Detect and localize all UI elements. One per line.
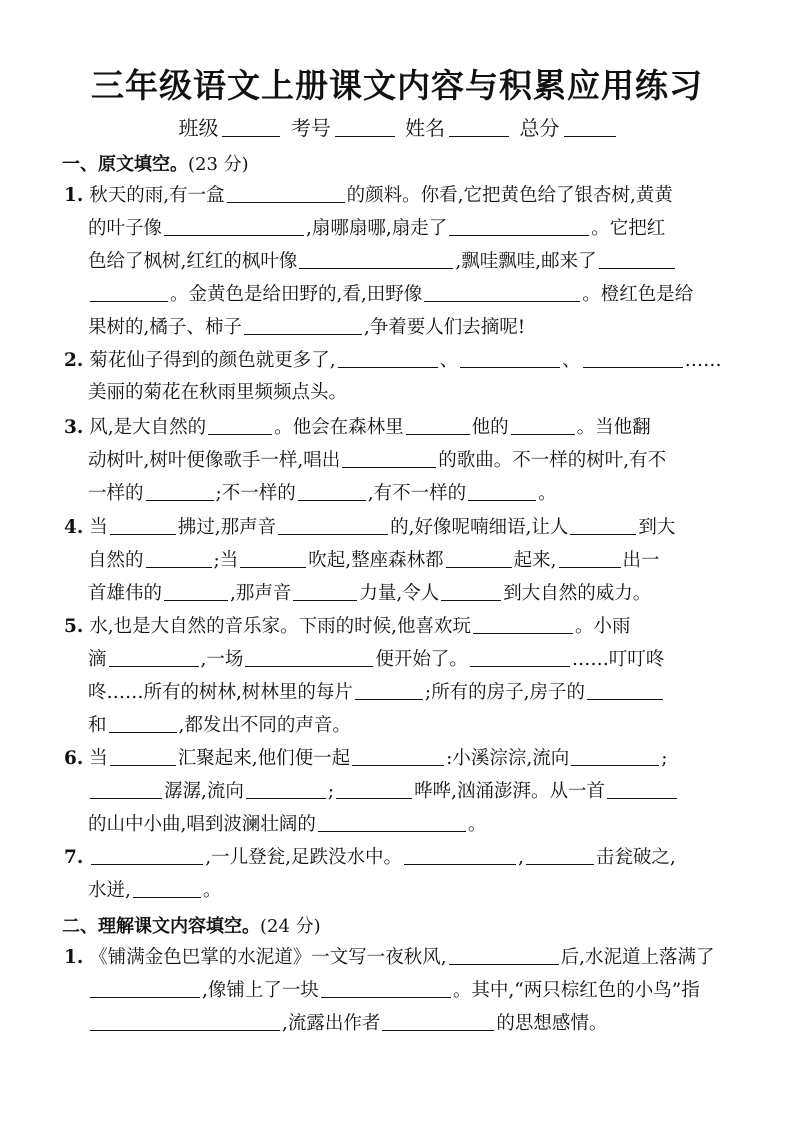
question-number: 7. [64, 847, 84, 868]
separator: 、 [562, 350, 581, 371]
question-text: 拂过,那声音 [177, 517, 277, 538]
question-text: 汇聚起来,他们便一起 [177, 748, 351, 769]
question-7-line-2 [88, 881, 221, 901]
question-text: 。他会在森林里 [274, 417, 404, 438]
question-number: 2. [64, 350, 84, 371]
answer-blank[interactable] [245, 650, 373, 667]
question-text: 自然的 [88, 550, 144, 571]
answer-blank[interactable] [246, 782, 326, 799]
question-3-line-2 [88, 451, 666, 471]
question-1-line-1 [64, 186, 673, 206]
answer-blank[interactable] [109, 716, 177, 733]
question-1-line-2 [88, 219, 665, 239]
answer-blank[interactable] [338, 351, 438, 368]
question-text: 果树的,橘子、柿子 [88, 317, 242, 338]
class-blank[interactable] [222, 120, 280, 137]
question-text: 。其中,“两只棕红色的小鸟”指 [452, 980, 700, 1001]
question-text: 力量,令人 [359, 583, 440, 604]
question-text: 。金黄色是给田野的,看,田野像 [170, 284, 423, 305]
section-2-score: (24 分) [260, 916, 321, 937]
answer-blank[interactable] [446, 551, 512, 568]
answer-blank[interactable] [240, 551, 306, 568]
question-6-line-1 [64, 749, 667, 769]
answer-blank[interactable] [133, 881, 201, 898]
answer-blank[interactable] [90, 1014, 280, 1031]
question-4-line-1 [64, 518, 675, 538]
answer-blank[interactable] [570, 518, 636, 535]
answer-blank[interactable] [318, 815, 466, 832]
question-text: 美丽的菊花在秋雨里频频点头。 [88, 382, 348, 403]
section-1-heading [62, 150, 249, 176]
question-text: 的,好像呢喃细语,让人 [390, 517, 569, 538]
question-6-line-2 [88, 782, 679, 802]
answer-blank[interactable] [164, 584, 228, 601]
question-text: 色给了枫树,红红的枫叶像 [88, 251, 298, 272]
question-text: ,都发出不同的声音。 [178, 715, 351, 736]
section-1-title: 一、原文填空。 [62, 154, 188, 175]
answer-blank[interactable] [607, 782, 677, 799]
answer-blank[interactable] [599, 252, 675, 269]
question-7-line-1 [64, 848, 676, 868]
question-text: 滴 [88, 649, 107, 670]
question-text: ,一场 [200, 649, 244, 670]
answer-blank[interactable] [90, 981, 200, 998]
question-5-line-4 [88, 716, 351, 736]
question-text: 当 [89, 748, 108, 769]
question-text: 《铺满金色巴掌的水泥道》一文写一夜秋风, [89, 947, 447, 968]
question-text: ;当 [213, 550, 239, 571]
answer-blank[interactable] [299, 252, 453, 269]
question-text: ,争着要人们去摘呢! [363, 317, 526, 338]
question-text: ; [661, 748, 668, 769]
question-text: 的叶子像 [88, 218, 163, 239]
question-5-line-2 [88, 650, 664, 670]
question-text: 。 [467, 814, 487, 835]
question-text: ,一儿登瓮,足跌没水中。 [205, 847, 402, 868]
answer-blank[interactable] [468, 484, 536, 501]
answer-blank[interactable] [449, 948, 559, 965]
question-6-line-3 [88, 815, 486, 835]
answer-blank[interactable] [298, 484, 366, 501]
question-number: 1. [64, 185, 84, 206]
answer-blank[interactable] [278, 518, 388, 535]
answer-blank[interactable] [336, 782, 412, 799]
answer-blank[interactable] [110, 749, 176, 766]
question-text: 的思想感情。 [496, 1013, 608, 1034]
total-score-blank[interactable] [564, 120, 616, 137]
total-score-label: 总分 [519, 116, 560, 140]
answer-blank[interactable] [441, 584, 501, 601]
question-text: ,有不一样的 [367, 483, 467, 504]
question-text: 菊花仙子得到的颜色就更多了, [89, 350, 336, 371]
question-text: 首雄伟的 [88, 583, 163, 604]
question-text: 咚……所有的树林,树林里的每片 [88, 682, 353, 703]
question-text: ,像铺上了一块 [202, 980, 319, 1001]
question-text: ,飘哇飘哇,邮来了 [455, 251, 597, 272]
question-text: ……叮叮咚 [571, 649, 665, 670]
question-text: 水迸, [88, 880, 131, 901]
answer-blank[interactable] [208, 418, 272, 435]
question-text: 一样的 [88, 483, 144, 504]
answer-blank[interactable] [164, 219, 304, 236]
class-label: 班级 [178, 116, 219, 140]
question-text: 便开始了。 [375, 649, 468, 670]
section-2-title: 二、理解课文内容填空。 [62, 916, 260, 937]
answer-blank[interactable] [473, 617, 573, 634]
question-text: 哗哗,汹涌澎湃。从一首 [414, 781, 606, 802]
question-5-line-3 [88, 683, 665, 703]
question-5-line-1 [64, 617, 631, 637]
question-1-line-3 [88, 252, 677, 272]
separator: 、 [439, 350, 459, 371]
question-text: …… [684, 350, 722, 371]
question-text: 秋天的雨,有一盒 [89, 185, 225, 206]
answer-blank[interactable] [146, 551, 212, 568]
section-2-heading [62, 912, 321, 938]
answer-blank[interactable] [559, 551, 621, 568]
answer-blank[interactable] [460, 351, 560, 368]
question-4-line-2 [88, 551, 660, 571]
answer-blank[interactable] [470, 650, 570, 667]
answer-blank[interactable] [355, 683, 423, 700]
answer-blank[interactable] [227, 186, 345, 203]
question-4-line-3 [88, 584, 651, 604]
question-text: 起来, [513, 550, 557, 571]
question-text: 当 [89, 517, 108, 538]
answer-blank[interactable] [526, 848, 594, 865]
question-text: 。小雨 [574, 616, 631, 637]
question-text: ; [327, 781, 335, 802]
question-text: 到大 [638, 517, 676, 538]
answer-blank[interactable] [571, 749, 659, 766]
question-number: 3. [64, 417, 84, 438]
question-text: 水,也是大自然的音乐家。下雨的时候,他喜欢玩 [89, 616, 471, 637]
answer-blank[interactable] [511, 418, 575, 435]
question-text: 的颜料。你看,它把黄色给了银杏树,黄黄 [346, 185, 673, 206]
name-label: 姓名 [405, 116, 446, 140]
question-text: 风,是大自然的 [89, 417, 207, 438]
answer-blank[interactable] [587, 683, 663, 700]
s2-question-1-line-1 [64, 948, 715, 968]
page-title: 三年级语文上册课文内容与积累应用练习 [91, 66, 703, 105]
answer-blank[interactable] [382, 1014, 494, 1031]
s2-question-1-line-2 [88, 981, 700, 1001]
question-text: ,流露出作者 [282, 1013, 381, 1034]
answer-blank[interactable] [146, 484, 214, 501]
question-text: 。当他翻 [576, 417, 651, 438]
answer-blank[interactable] [244, 318, 362, 335]
question-text: 动树叶,树叶便像歌手一样,唱出 [88, 450, 341, 471]
question-text: 。橙红色是给 [582, 284, 694, 305]
question-number: 6. [64, 748, 84, 769]
question-text: 吹起,整座森林都 [308, 550, 444, 571]
answer-blank[interactable] [424, 285, 580, 302]
name-blank[interactable] [449, 120, 509, 137]
question-text: , [517, 847, 524, 868]
question-text: 。 [202, 880, 222, 901]
question-text: 和 [88, 715, 107, 736]
answer-blank[interactable] [321, 981, 451, 998]
question-number: 5. [64, 616, 84, 637]
answer-blank[interactable] [90, 285, 168, 302]
question-2-line-1 [64, 351, 722, 371]
question-1-line-5 [88, 318, 525, 338]
question-text: 潺潺,流向 [164, 781, 244, 802]
student-info-line [0, 112, 794, 141]
question-text: ,那声音 [230, 583, 292, 604]
answer-blank[interactable] [449, 219, 589, 236]
answer-blank[interactable] [90, 782, 162, 799]
answer-blank[interactable] [91, 848, 203, 865]
question-text: 。它把红 [591, 218, 666, 239]
question-text: 后,水泥道上落满了 [560, 947, 715, 968]
question-text: 他的 [471, 417, 509, 438]
question-text: 的歌曲。不一样的树叶,有不 [438, 450, 667, 471]
answer-blank[interactable] [352, 749, 444, 766]
answer-blank[interactable] [342, 451, 436, 468]
question-3-line-3 [88, 484, 557, 504]
question-2-line-2 [88, 384, 347, 403]
answer-blank[interactable] [109, 650, 199, 667]
question-text: ,扇哪扇哪,扇走了 [306, 218, 448, 239]
answer-blank[interactable] [404, 848, 516, 865]
exam-number-label: 考号 [290, 116, 331, 140]
question-3-line-1 [64, 418, 651, 438]
question-text: ;所有的房子,房子的 [424, 682, 586, 703]
s2-question-1-line-3 [88, 1014, 607, 1034]
answer-blank[interactable] [110, 518, 176, 535]
section-1-score: (23 分) [188, 154, 249, 175]
answer-blank[interactable] [583, 351, 683, 368]
question-text: 的山中小曲,唱到波澜壮阔的 [88, 814, 316, 835]
question-1-line-4 [88, 285, 693, 305]
answer-blank[interactable] [406, 418, 470, 435]
answer-blank[interactable] [293, 584, 357, 601]
question-text: 到大自然的威力。 [503, 583, 652, 604]
question-text: ;不一样的 [215, 483, 296, 504]
question-text: 击瓮破之, [595, 847, 676, 868]
exam-number-blank[interactable] [335, 120, 395, 137]
question-text: 出一 [622, 550, 660, 571]
question-number: 1. [64, 947, 84, 968]
question-text: 。 [538, 483, 557, 504]
question-text: :小溪淙淙,流向 [446, 748, 570, 769]
question-number: 4. [64, 517, 84, 538]
